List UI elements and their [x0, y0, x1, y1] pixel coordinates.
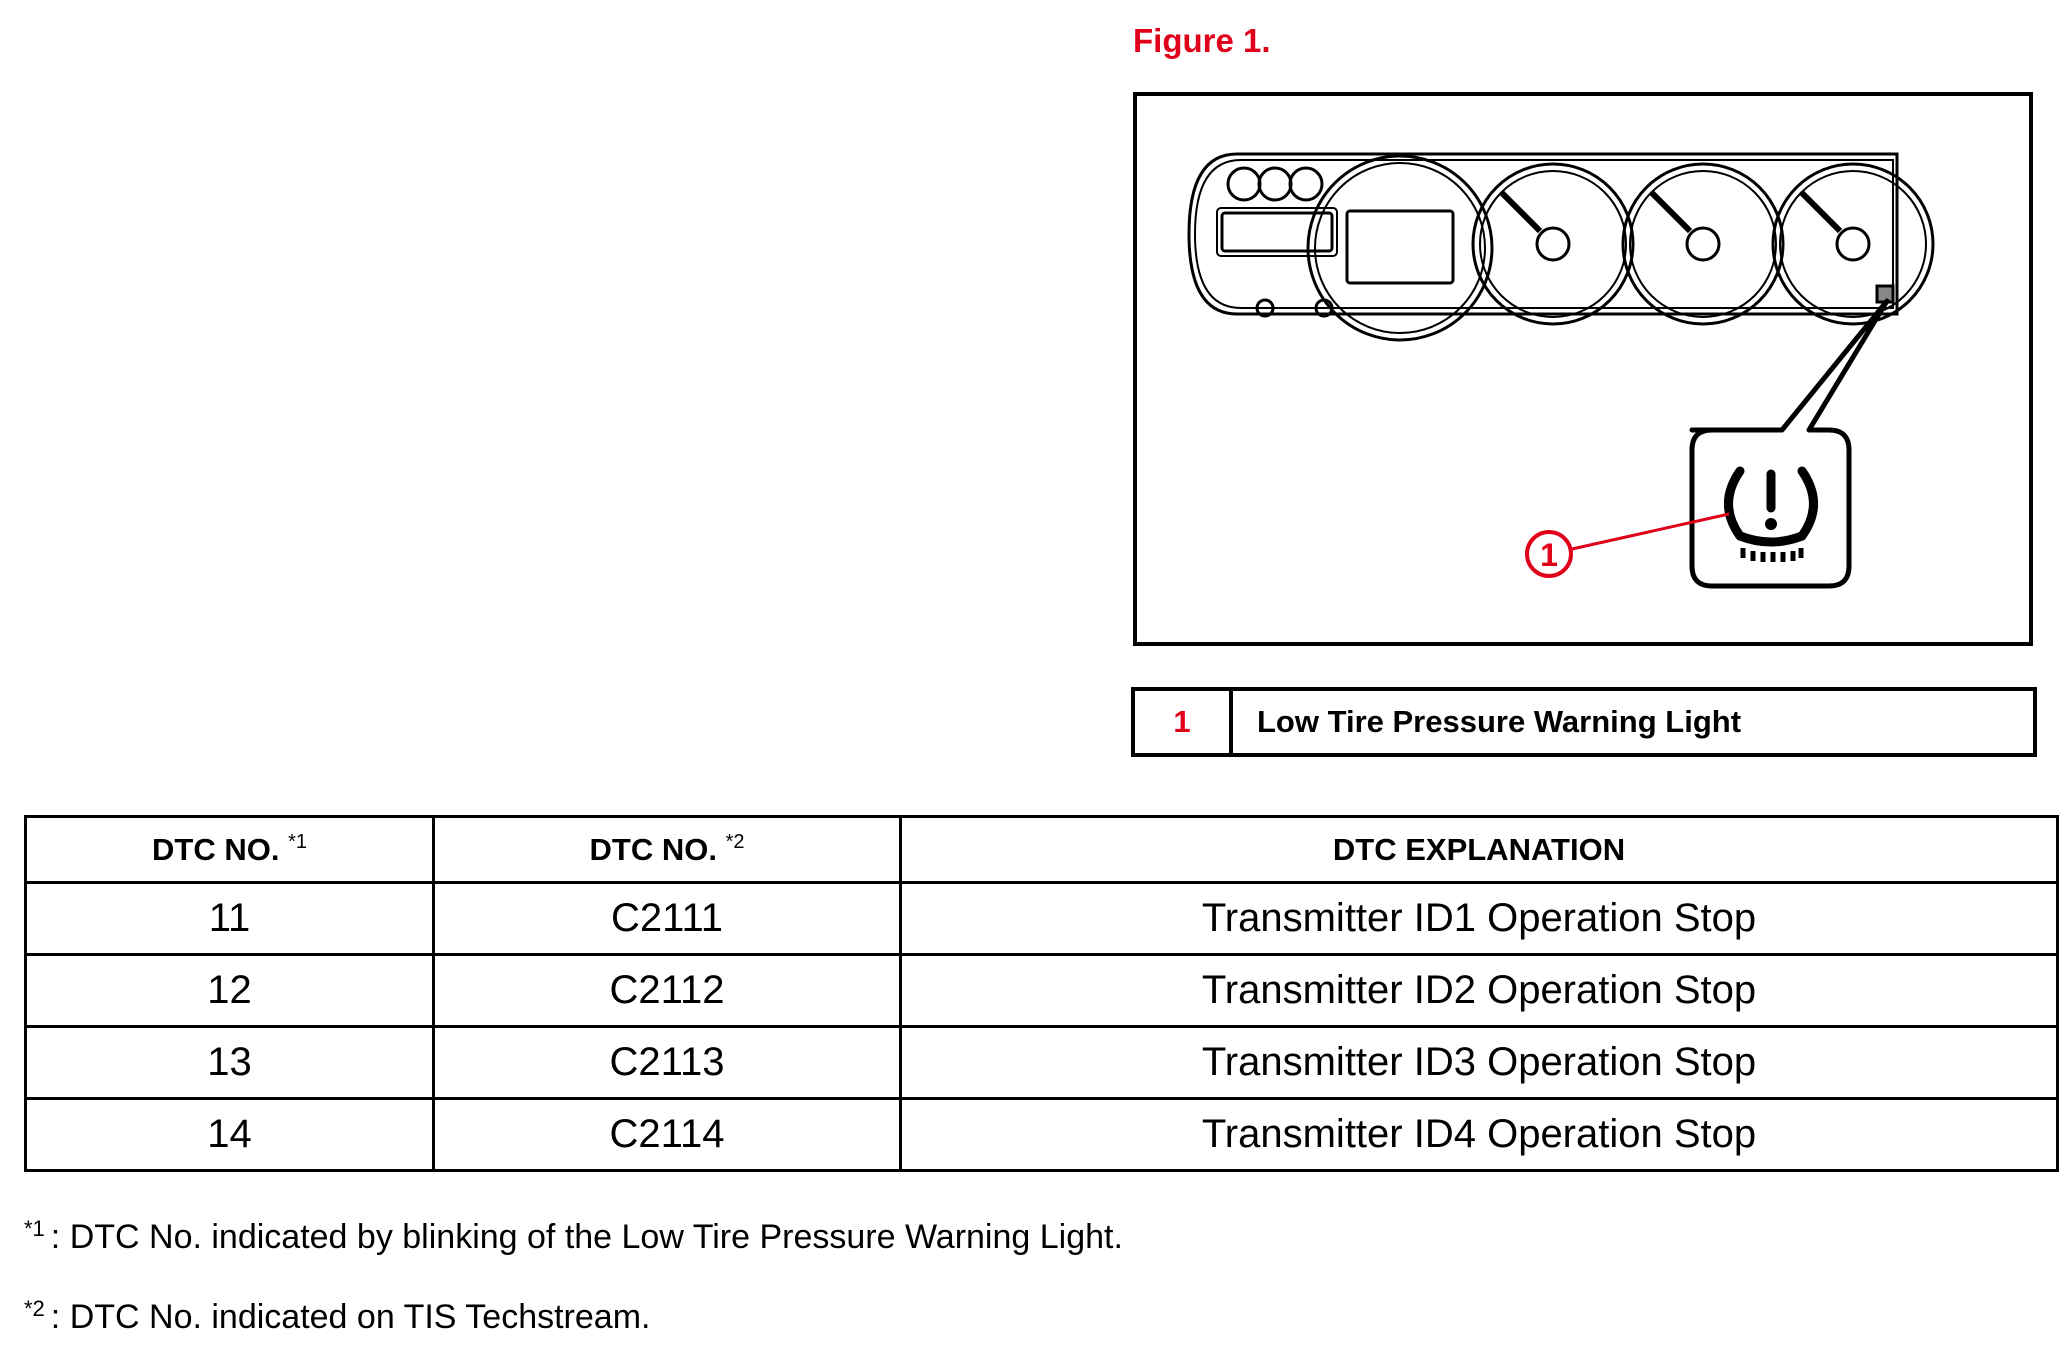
gauge-1	[1473, 164, 1633, 324]
figure-legend	[1131, 687, 2037, 757]
header-dtc-explanation: DTC EXPLANATION	[901, 817, 2058, 883]
dtc-number-techstream: C2111	[434, 883, 901, 955]
instrument-cluster-figure	[1133, 92, 2033, 646]
table-row	[26, 1027, 2058, 1099]
indicator-circle-2	[1259, 168, 1291, 200]
figure-title: Figure 1.	[1133, 22, 1271, 59]
center-display	[1347, 211, 1453, 283]
legend-number: 1	[1135, 691, 1233, 753]
table-row	[26, 1099, 2058, 1171]
legend-label: Low Tire Pressure Warning Light	[1257, 704, 1742, 739]
dtc-number-blink: 12	[26, 955, 434, 1027]
dtc-explanation: Transmitter ID1 Operation Stop	[901, 883, 2058, 955]
dtc-number-blink: 11	[26, 883, 434, 955]
dtc-number-blink: 14	[26, 1099, 434, 1171]
indicator-circle-1	[1228, 168, 1260, 200]
center-gauge	[1308, 156, 1492, 340]
footnote-mark: *1	[24, 1216, 45, 1241]
footnote-mark: *2	[24, 1296, 45, 1321]
header-dtc-no-1: DTC NO. $^{*1}$	[26, 817, 434, 883]
dtc-number-techstream: C2114	[434, 1099, 901, 1171]
dtc-explanation: Transmitter ID3 Operation Stop	[901, 1027, 2058, 1099]
gauge-3	[1773, 164, 1933, 324]
table-header-row	[26, 817, 2058, 883]
dtc-number-techstream: C2113	[434, 1027, 901, 1099]
footnote-text: : DTC No. indicated on TIS Techstream.	[50, 1298, 651, 1336]
table-row	[26, 883, 2058, 955]
instrument-cluster-drawing	[1137, 96, 2029, 642]
dtc-number-blink: 13	[26, 1027, 434, 1099]
dtc-number-techstream: C2112	[434, 955, 901, 1027]
indicator-circle-3	[1290, 168, 1322, 200]
footnote-1	[24, 1216, 1123, 1257]
gauge-2	[1623, 164, 1783, 324]
table-row	[26, 955, 2058, 1027]
dtc-explanation: Transmitter ID2 Operation Stop	[901, 955, 2058, 1027]
dtc-explanation: Transmitter ID4 Operation Stop	[901, 1099, 2058, 1171]
footnote-text: : DTC No. indicated by blinking of the Low Tire Pressure Warning Light.	[50, 1218, 1123, 1256]
callout-number: 1	[1540, 537, 1558, 573]
cluster-outline	[1189, 154, 1897, 314]
footnote-2	[24, 1296, 650, 1337]
header-dtc-no-2: DTC NO. $^{*2}$	[434, 817, 901, 883]
dtc-table	[24, 815, 2059, 1172]
